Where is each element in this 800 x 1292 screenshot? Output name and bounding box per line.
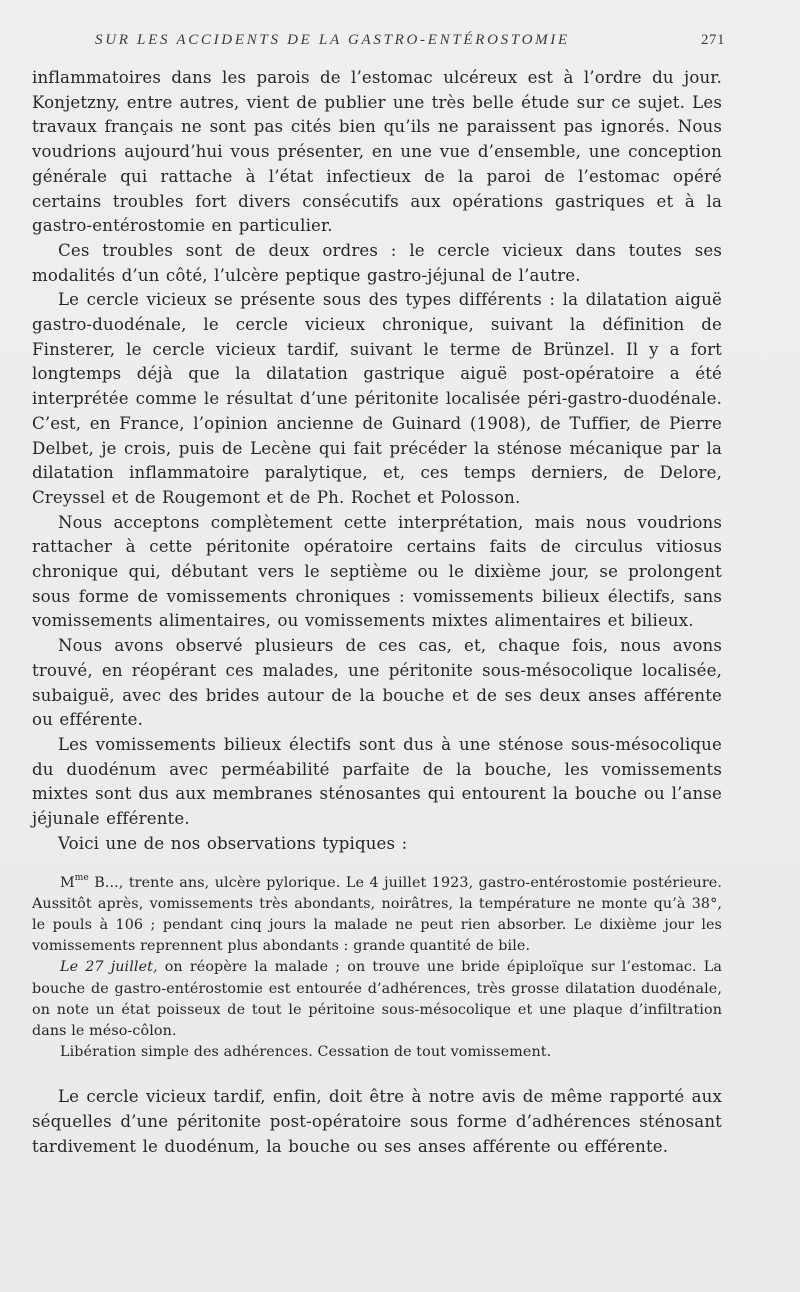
observation-paragraph	[32, 873, 722, 958]
paragraph: Nous avons observé plusieurs de ces cas, et, chaque fois, nous avons trouvé, en réopérant ces malades, une péritonite sous-mésocolique localisée, subaiguë, avec des brides autour de la bouche et de ses deux anses afférente ou efférente.	[32, 636, 722, 730]
paragraph-continued: inflammatoires dans les parois de l’estomac ulcéreux est à l’ordre du jour. Konjetzny, entre autres, vient de publier une très belle étude sur ce sujet. Les travaux français ne sont pas cités bien qu’ils ne paraissent pas ignorés. Nous voudrions aujourd’hui vous présenter, en une vue d’ensemble, une conception générale qui rattache à l’état infectieux de la paroi de l’estomac opéré certains troubles fort divers consécutifs aux opérations gastriques et à la gastro-entérostomie en particulier.	[32, 68, 722, 236]
observation-paragraph	[32, 957, 722, 1042]
observation-text: B..., trente ans, ulcère pylorique. Le 4 juillet 1923, gastro-entérostomie postérieure. Aussitôt après, vomissements très abondants, noirâtres, la température ne monte qu’à 38°, le pouls à 106 ; pendant cinq jours la malade ne peut rien absorber. Le dixième jour les vomissements reprennent plus abondants : grande quantité de bile.	[32, 874, 722, 955]
paragraph: Voici une de nos observations typiques :	[58, 833, 408, 853]
paragraph: Le cercle vicieux se présente sous des types différents : la dilatation aiguë gastro-duodénale, le cercle vicieux chronique, suivant la définition de Finsterer, le cercle vicieux tardif, suivant le terme de Brünzel. Il y a fort longtemps déjà que la dilatation gastrique aiguë post-opératoire a été interprétée comme le résultat d’une péritonite localisée péri-gastro-duodénale. C’est, en France, l’opinion ancienne de Guinard (1908), de Tuffier, de Pierre Delbet, je crois, puis de Lecène qui fait précéder la sténose mécanique par la dilatation inflammatoire paralytique, et, ces temps derniers, de Delore, Creyssel et de Rougemont et de Ph. Rochet et Polosson.	[32, 290, 722, 507]
running-head	[95, 32, 725, 54]
paragraph: Les vomissements bilieux électifs sont dus à une sténose sous-mésocolique du duodénum avec perméabilité parfaite de la bouche, les vomissements mixtes sont dus aux membranes sténosantes qui entourent la bouche ou l’anse jéjunale efférente.	[32, 734, 722, 829]
paragraph: Nous acceptons complètement cette interprétation, mais nous voudrions rattacher à cette péritonite opératoire certains faits de circulus vitiosus chronique qui, débutant vers le septième ou le dixième jour, se prolongent sous forme de vomissements chroniques : vomissements bilieux électifs, sans vomissements alimentaires, ou vomissements mixtes alimentaires et bilieux.	[32, 512, 722, 631]
observation-text: on réopère la malade ; on trouve une bride épiploïque sur l’estomac. La bouche de gastro-entérostomie est entourée d’adhérences, très grosse dilatation duodénale, on note un état poisseux de tout le péritoine sous-mésocolique et une plaque d’infiltration dans le méso-côlon.	[32, 959, 722, 1039]
observation-paragraph: Libération simple des adhérences. Cessation de tout vomissement.	[60, 1044, 552, 1061]
running-title: SUR LES ACCIDENTS DE LA GASTRO-ENTÉROSTOMIE	[95, 32, 570, 48]
closing-text	[32, 1085, 722, 1159]
case-observation	[32, 873, 722, 1064]
page-number: 271	[701, 32, 725, 48]
honorific: M	[60, 874, 75, 891]
observation-date: Le 27 juillet,	[60, 959, 158, 976]
paragraph: Le cercle vicieux tardif, enfin, doit être à notre avis de même rapporté aux séquelles d’une péritonite post-opératoire sous forme d’adhérences sténosant tardivement le duodénum, la bouche ou ses anses afférente ou efférente.	[32, 1087, 722, 1156]
honorific-superscript: me	[74, 872, 89, 883]
paragraph: Ces troubles sont de deux ordres : le cercle vicieux dans toutes ses modalités d’un côté, l’ulcère peptique gastro-jéjunal de l’autre.	[32, 240, 722, 285]
main-text	[32, 66, 722, 857]
page-body	[32, 66, 722, 1159]
